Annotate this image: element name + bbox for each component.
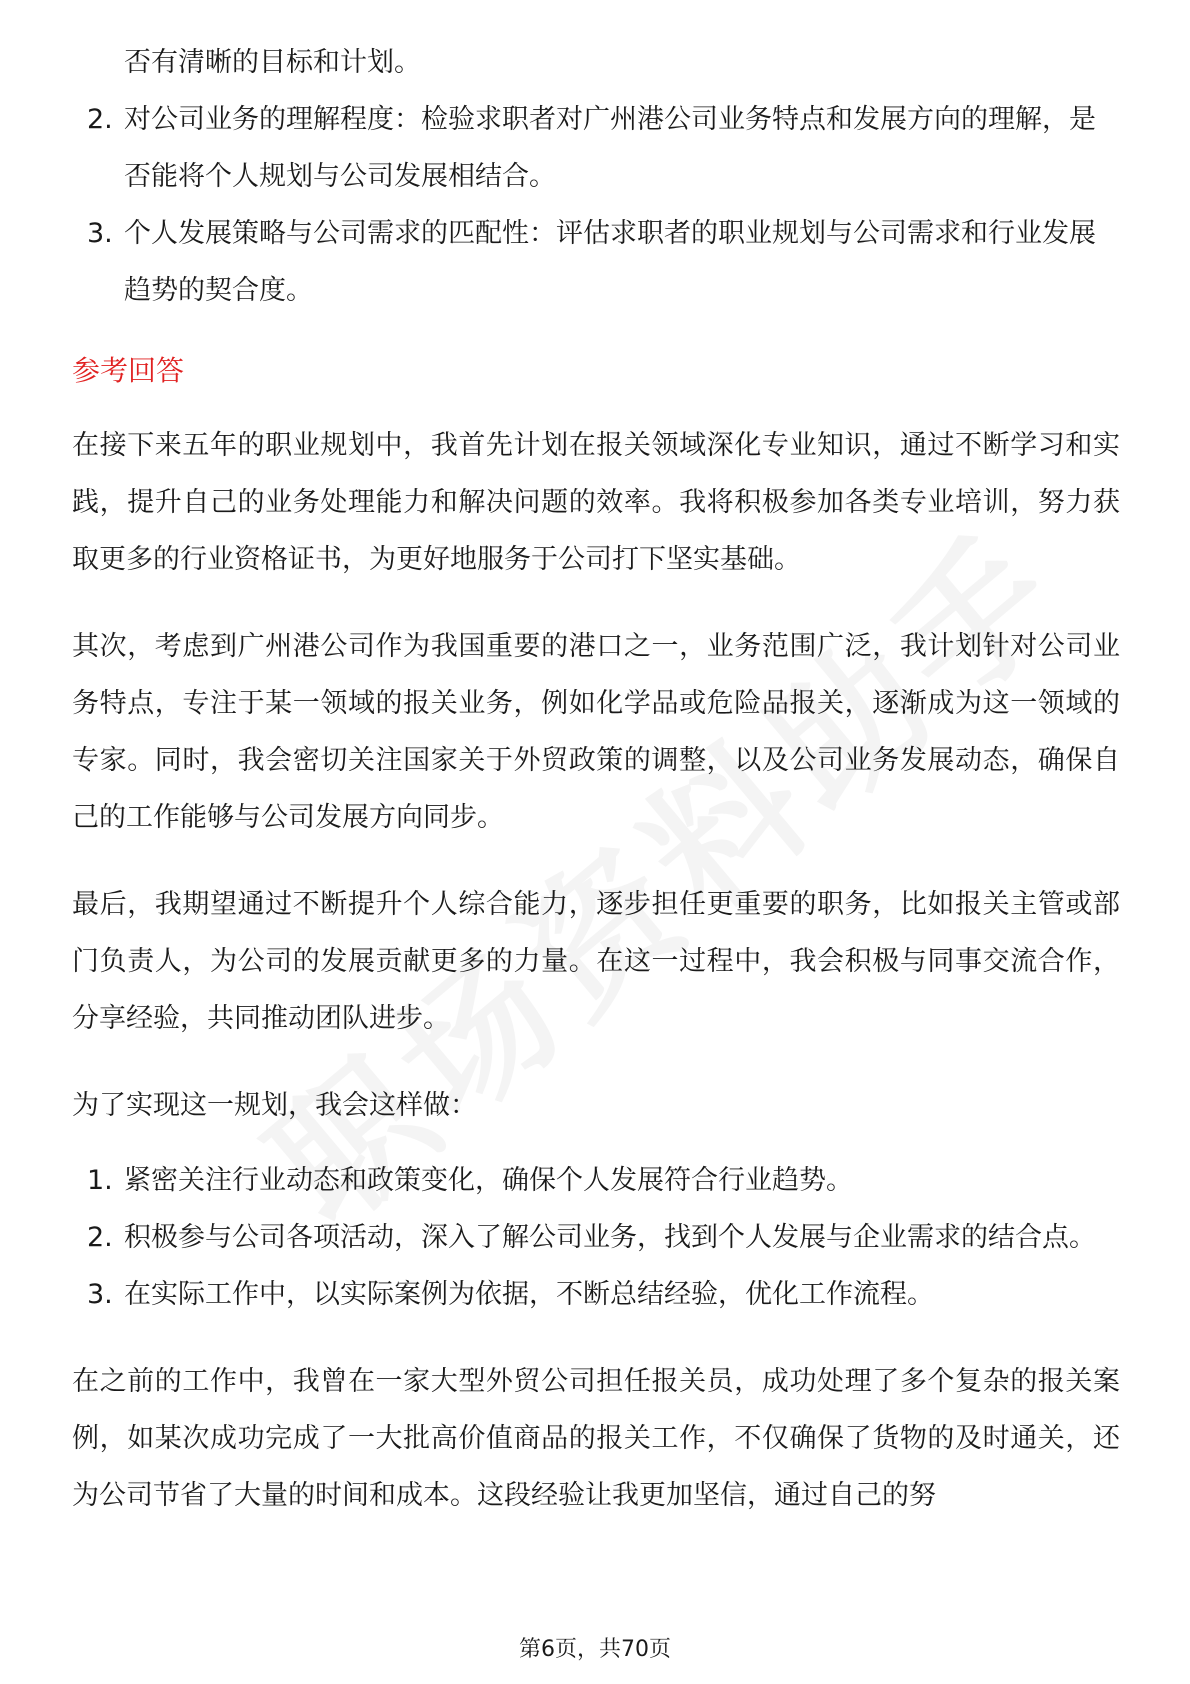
section-heading: 参考回答	[72, 354, 185, 387]
list-item	[72, 205, 1120, 319]
paragraph: 最后，我期望通过不断提升个人综合能力，逐步担任更重要的职务，比如报关主管或部门负责人，为公司的发展贡献更多的力量。在这一过程中，我会积极与同事交流合作，分享经验，共同推动团队进步。	[72, 889, 1120, 1034]
list-number: 3.	[87, 1279, 113, 1310]
list-item-continuation: 否有清晰的目标和计划。	[124, 47, 421, 78]
list-number: 1.	[87, 1165, 113, 1196]
list-item-text: 个人发展策略与公司需求的匹配性：评估求职者的职业规划与公司需求和行业发展趋势的契合度。	[124, 218, 1096, 306]
list-item	[72, 1152, 1120, 1209]
list-item-text: 积极参与公司各项活动，深入了解公司业务，找到个人发展与企业需求的结合点。	[124, 1222, 1096, 1253]
document-body	[72, 34, 1120, 1554]
criteria-list	[72, 91, 1120, 319]
paragraph: 其次，考虑到广州港公司作为我国重要的港口之一，业务范围广泛，我计划针对公司业务特点，专注于某一领域的报关业务，例如化学品或危险品报关，逐渐成为这一领域的专家。同时，我会密切关注国家关于外贸政策的调整，以及公司业务发展动态，确保自己的工作能够与公司发展方向同步。	[72, 631, 1120, 833]
list-item-text: 紧密关注行业动态和政策变化，确保个人发展符合行业趋势。	[124, 1165, 853, 1196]
list-item	[72, 1209, 1120, 1266]
paragraph: 在接下来五年的职业规划中，我首先计划在报关领域深化专业知识，通过不断学习和实践，提升自己的业务处理能力和解决问题的效率。我将积极参加各类专业培训，努力获取更多的行业资格证书，为更好地服务于公司打下坚实基础。	[72, 430, 1120, 575]
paragraph: 在之前的工作中，我曾在一家大型外贸公司担任报关员，成功处理了多个复杂的报关案例，如某次成功完成了一大批高价值商品的报关工作，不仅确保了货物的及时通关，还为公司节省了大量的时间和成本。这段经验让我更加坚信，通过自己的努	[72, 1366, 1120, 1511]
list-item-text: 在实际工作中，以实际案例为依据，不断总结经验，优化工作流程。	[124, 1279, 934, 1310]
list-number: 3.	[87, 218, 113, 249]
paragraph: 为了实现这一规划，我会这样做：	[72, 1090, 477, 1121]
page-number: 第6页，共70页	[519, 1637, 671, 1662]
list-item	[72, 1266, 1120, 1323]
plan-list	[72, 1152, 1120, 1323]
list-number: 2.	[87, 104, 113, 135]
list-item	[72, 91, 1120, 205]
list-number: 2.	[87, 1222, 113, 1253]
list-item-text: 对公司业务的理解程度：检验求职者对广州港公司业务特点和发展方向的理解，是否能将个人规划与公司发展相结合。	[124, 104, 1096, 192]
